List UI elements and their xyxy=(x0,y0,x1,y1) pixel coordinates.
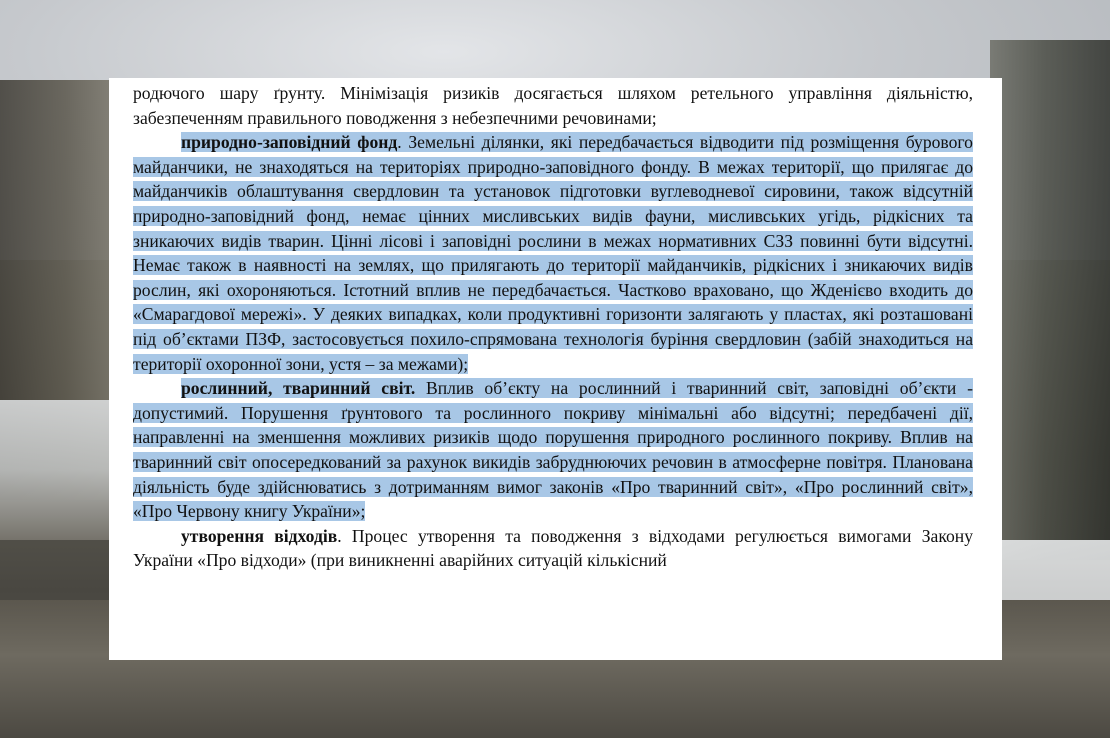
paragraph-term: природно-заповідний фонд xyxy=(181,132,398,153)
forest-right xyxy=(990,40,1110,560)
paragraph-waste xyxy=(133,524,973,573)
paragraph-text: . Земельні ділянки, які передбачається відводити під розміщення бурового майданчики, не знаходяться на територіях природно-заповідного фонду. В межах території, що прилягає до майданчиків облаштування свердловин та установок підготовки вуглеводневої сировини, також відсутній природно-заповідний фонд, немає цінних мисливських видів фауни, мисливських угідь, рідкісних та зникаючих видів тварин. Цінні лісові і заповідні рослини в межах нормативних СЗЗ повинні бути відсутні. Немає також в наявності на землях, що прилягають до території майданчиків, рідкісних і зникаючих видів рослин, які охороняються. Істотний вплив не передбачається. Частково враховано, що Жденієво входить до «Смарагдової мережі». У деяких випадках, коли продуктивні горизонти залягають у пластах, які розташовані під об’єктами ПЗФ, застосовується похило-спрямована технологія буріння свердловин (забій знаходиться на території охоронної зони, устя – за межами); xyxy=(133,132,973,374)
paragraph-nature-reserve xyxy=(133,130,973,376)
document-text[interactable] xyxy=(133,81,973,573)
paragraph-term: рослинний, тваринний світ. xyxy=(181,378,416,399)
paragraph-term: утворення відходів xyxy=(181,525,338,546)
paragraph-flora-fauna xyxy=(133,376,973,524)
paragraph-text: . Процес утворення та поводження з відходами регулюється вимогами Закону України «Про відходи» (при виникненні аварійних ситуацій кількісний xyxy=(133,525,973,571)
paragraph-text: родючого шару ґрунту. Мінімізація ризиків досягається шляхом ретельного управління діяльністю, забезпеченням правильного поводження з небезпечними речовинами; xyxy=(133,83,973,128)
paragraph-text: Вплив об’єкту на рослинний і тваринний світ, заповідні об’єкти - допустимий. Порушення ґрунтового та рослинного покриву мінімальні або відсутні; передбачені дії, направленні на зменшення можливих ризиків щодо порушення природного рослинного покриву. Вплив на тваринний світ опосередкований за рахунок викидів забруднюючих речовин в атмосферне повітря. Планована діяльність буде здійснюватись з дотриманням вимог законів «Про тваринний світ», «Про рослинний світ», «Про Червону книгу України»; xyxy=(133,378,973,522)
document-page xyxy=(109,78,1002,660)
paragraph-0 xyxy=(133,81,973,130)
selected-text xyxy=(133,378,973,521)
selected-text xyxy=(133,132,973,373)
